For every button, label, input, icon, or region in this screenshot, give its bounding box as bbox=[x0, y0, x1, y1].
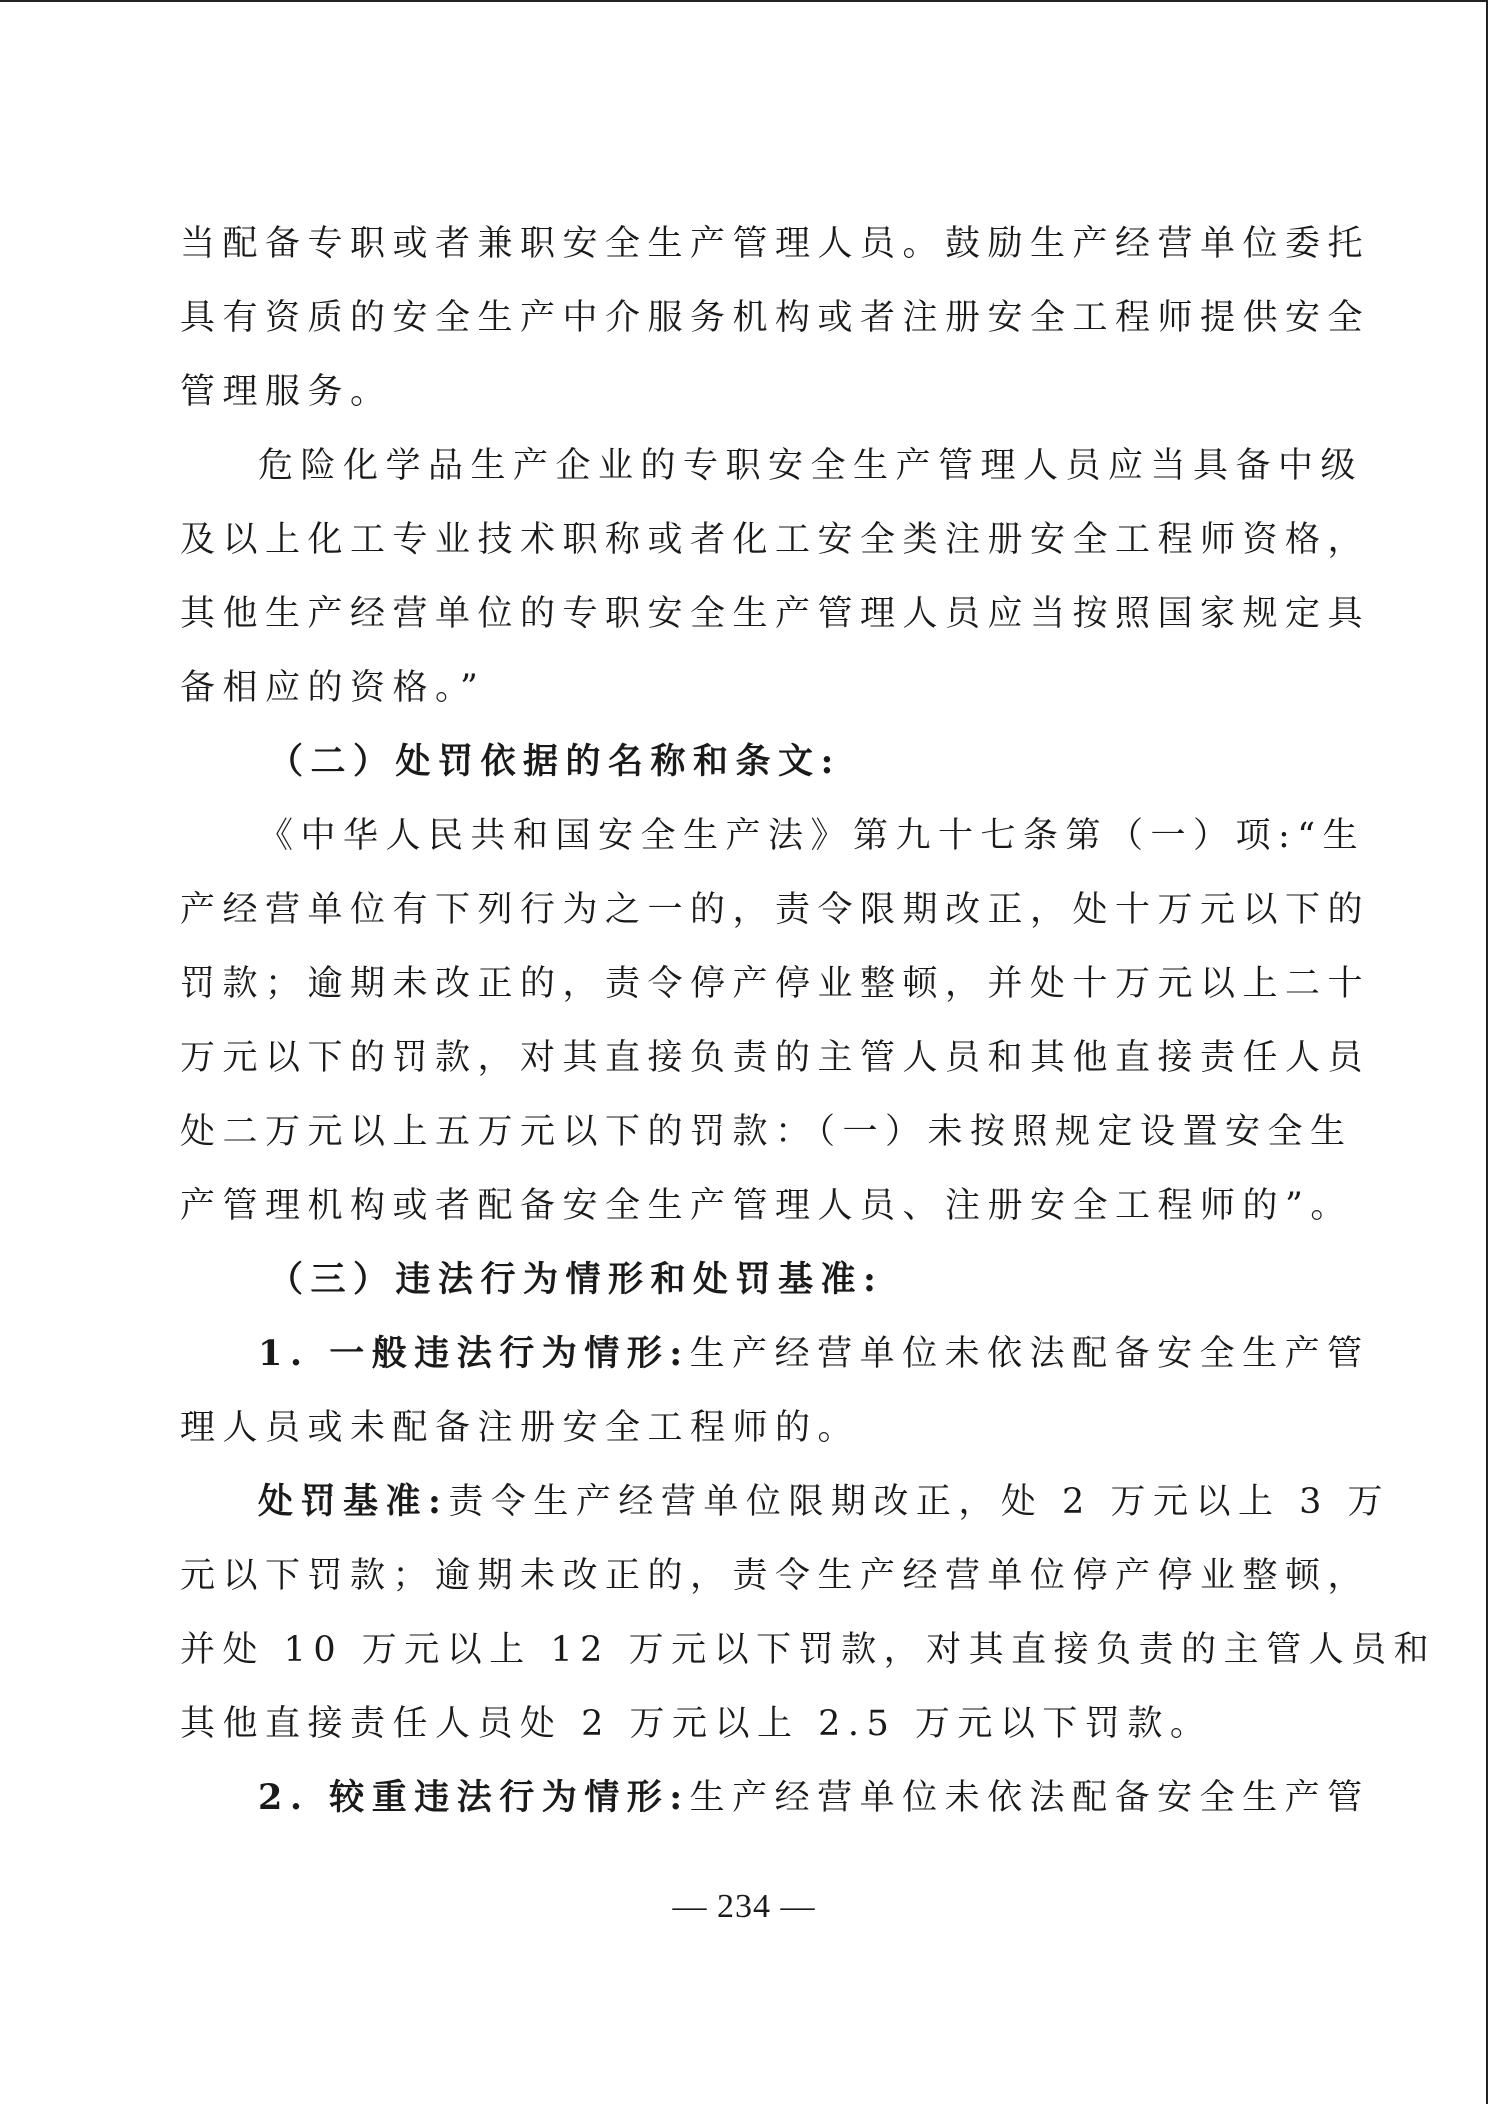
text-line: 万元以下的罚款，对其直接负责的主管人员和其他直接责任人员 bbox=[180, 1038, 1371, 1078]
basis-line bbox=[258, 1480, 1390, 1524]
text-line: 具有资质的安全生产中介服务机构或者注册安全工程师提供安全 bbox=[180, 298, 1371, 338]
item-line bbox=[258, 1332, 1370, 1376]
basis-label: 处罚基准: bbox=[258, 1481, 449, 1522]
section-heading: （三）违法行为情形和处罚基准: bbox=[268, 1259, 884, 1300]
basis-text: 责令生产经营单位限期改正，处 2 万元以上 3 万 bbox=[448, 1482, 1390, 1522]
text-line: 《中华人民共和国安全生产法》第九十七条第（一）项:“生 bbox=[258, 816, 1366, 856]
text-line: 其他直接责任人员处 2 万元以上 2.5 万元以下罚款。 bbox=[180, 1704, 1213, 1744]
text-line: 管理服务。 bbox=[180, 372, 393, 412]
item-text: 生产经营单位未依法配备安全生产管 bbox=[689, 1778, 1370, 1818]
page-number: — 234 — bbox=[672, 1888, 816, 1925]
text-line: 危险化学品生产企业的专职安全生产管理人员应当具备中级 bbox=[258, 446, 1364, 486]
page-border-top bbox=[0, 0, 1488, 2]
text-line: 元以下罚款；逾期未改正的，责令生产经营单位停产停业整顿， bbox=[180, 1556, 1371, 1596]
item-text: 生产经营单位未依法配备安全生产管 bbox=[689, 1334, 1370, 1374]
text-line: 并处 10 万元以上 12 万元以下罚款，对其直接负责的主管人员和 bbox=[180, 1630, 1437, 1670]
text-line: 理人员或未配备注册安全工程师的。 bbox=[180, 1408, 861, 1448]
item-line bbox=[258, 1776, 1370, 1820]
text-line: 产经营单位有下列行为之一的，责令限期改正，处十万元以下的 bbox=[180, 890, 1371, 930]
item-label: 1. 一般违法行为情形: bbox=[258, 1333, 690, 1374]
text-line: 罚款；逾期未改正的，责令停产停业整顿，并处十万元以上二十 bbox=[180, 964, 1371, 1004]
section-heading: （二）处罚依据的名称和条文: bbox=[268, 741, 841, 782]
item-label: 2. 较重违法行为情形: bbox=[258, 1777, 690, 1818]
text-line: 处二万元以上五万元以下的罚款：（一）未按照规定设置安全生 bbox=[180, 1112, 1353, 1152]
text-line: 及以上化工专业技术职称或者化工安全类注册安全工程师资格， bbox=[180, 520, 1371, 560]
text-line: 产管理机构或者配备安全生产管理人员、注册安全工程师的”。 bbox=[180, 1186, 1353, 1226]
text-line: 当配备专职或者兼职安全生产管理人员。鼓励生产经营单位委托 bbox=[180, 224, 1371, 264]
text-line: 备相应的资格。” bbox=[180, 668, 486, 708]
text-line: 其他生产经营单位的专职安全生产管理人员应当按照国家规定具 bbox=[180, 594, 1371, 634]
